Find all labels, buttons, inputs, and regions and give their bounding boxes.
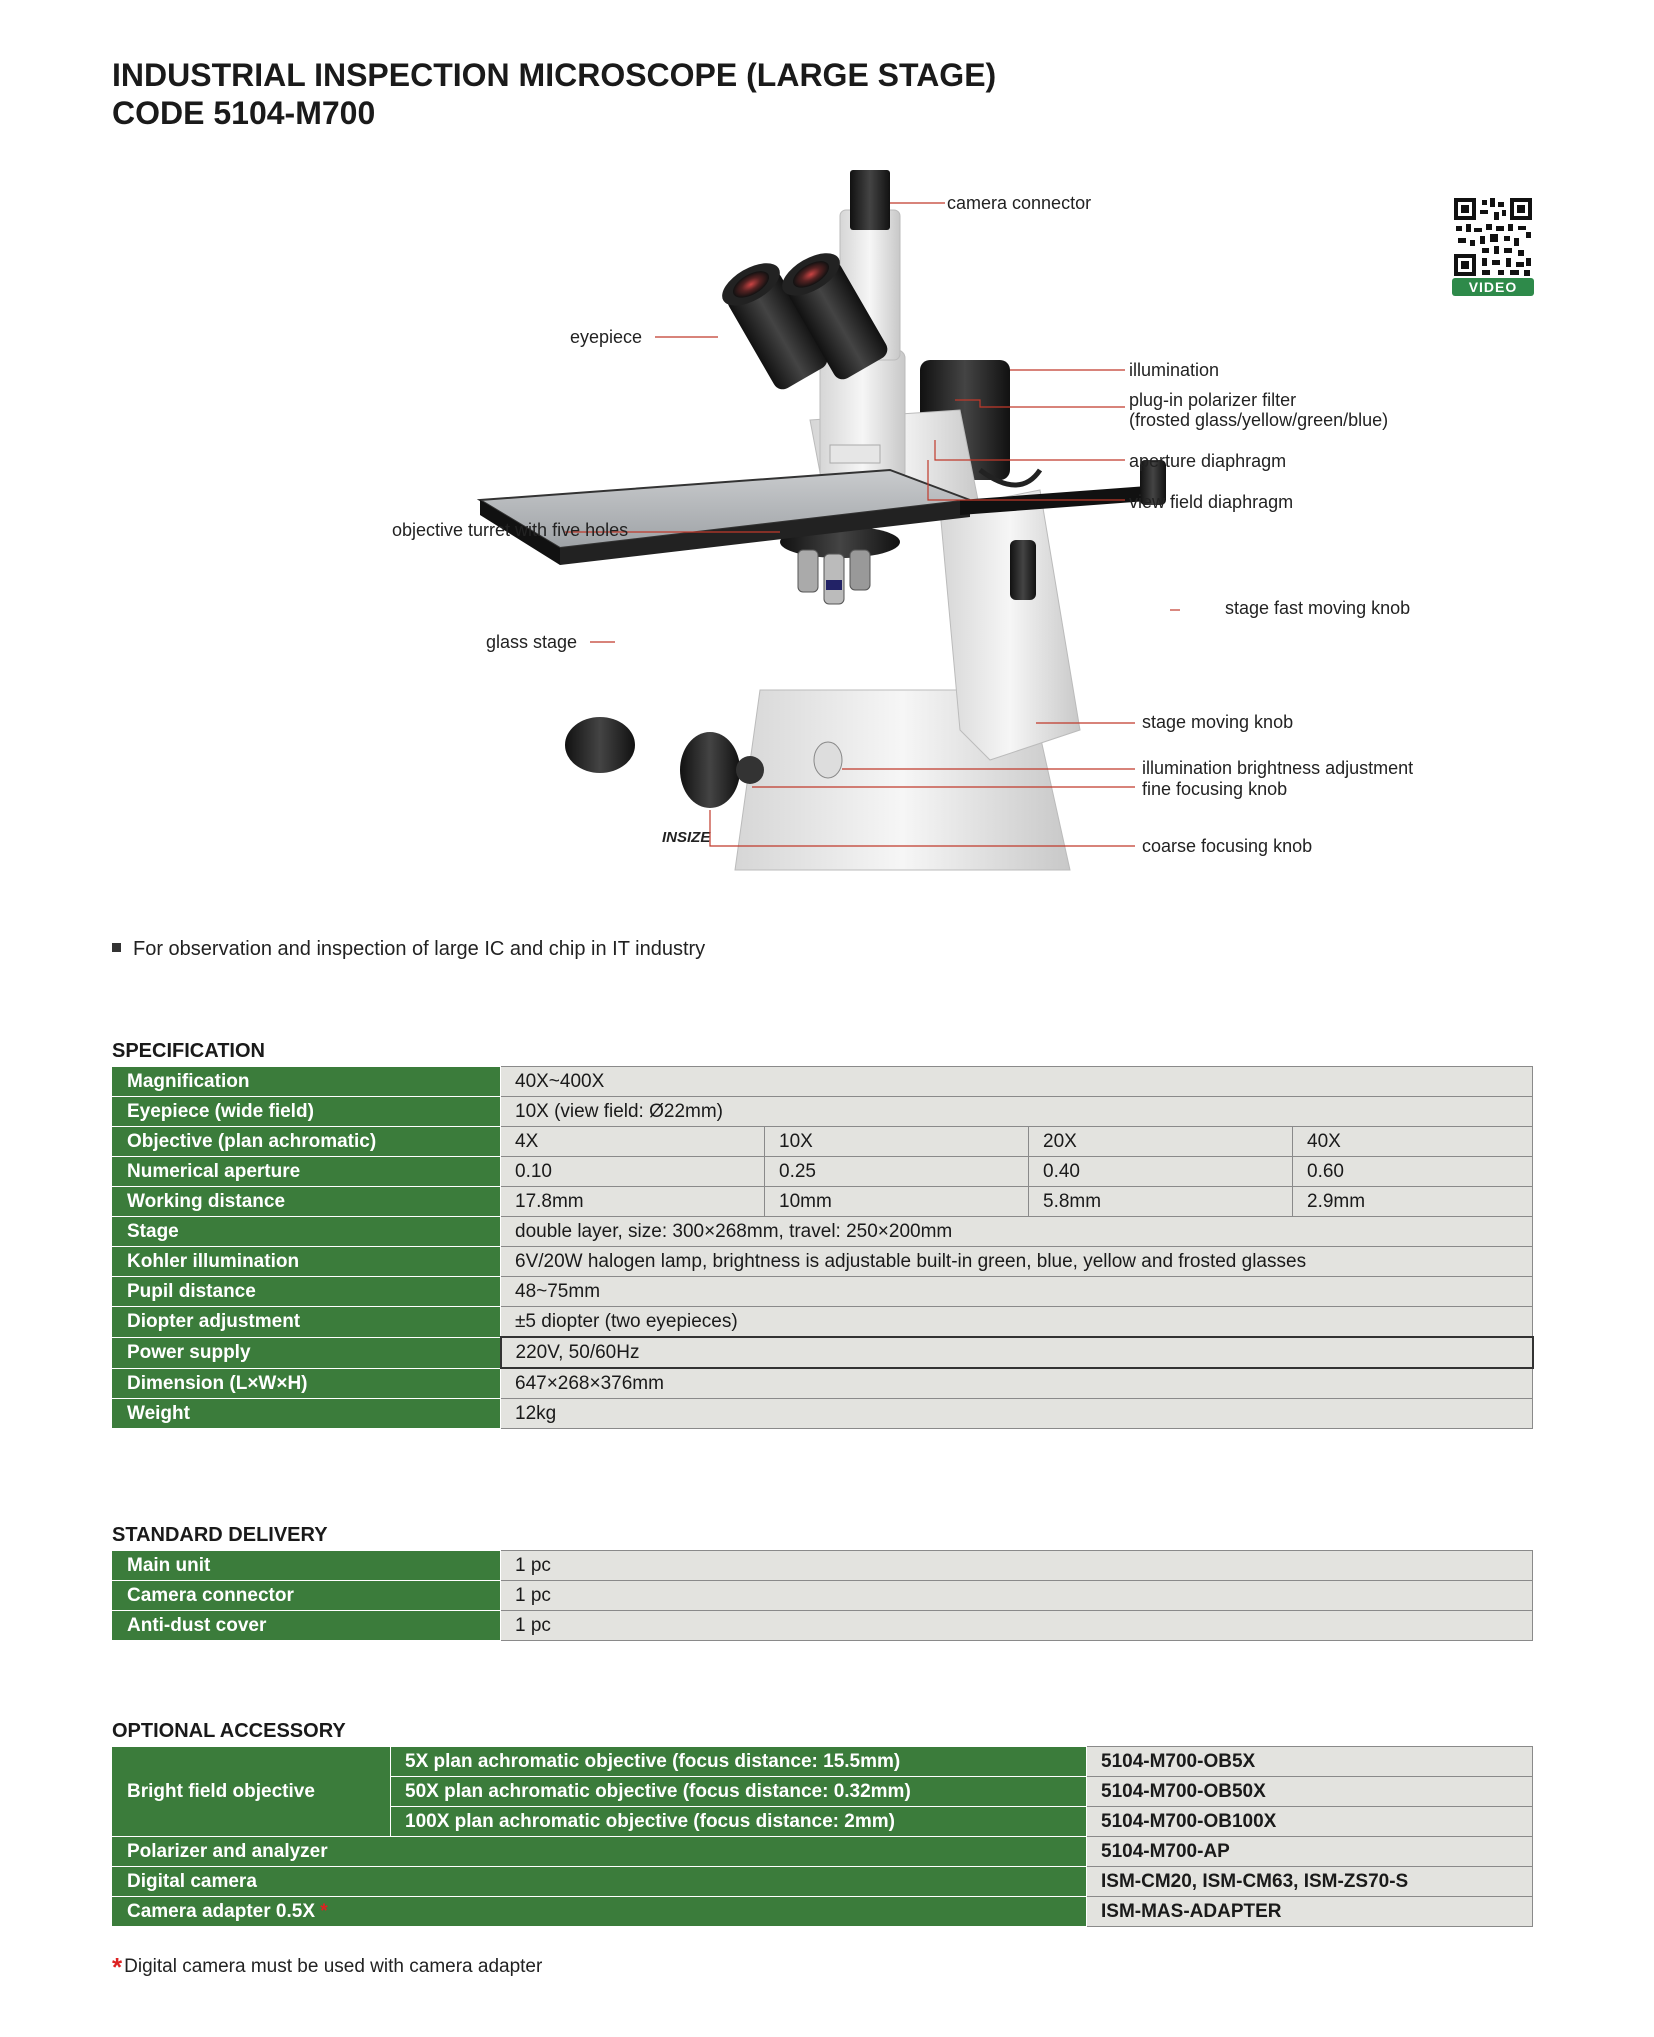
- accessory-label-cell: [113, 1897, 1087, 1927]
- callout-glass-stage: glass stage: [486, 632, 578, 652]
- spec-value: 12kg: [501, 1399, 1533, 1429]
- callout-polarizer-filter: plug-in polarizer filter: [1129, 390, 1297, 410]
- accessory-code: 5104-M700-OB5X: [1087, 1747, 1533, 1777]
- spec-value: 48~75mm: [501, 1277, 1533, 1307]
- qr-video-badge: VIDEO: [1452, 278, 1534, 296]
- table-row: [113, 1247, 1533, 1277]
- delivery-value: 1 pc: [501, 1611, 1533, 1641]
- table-row: [113, 1307, 1533, 1338]
- table-row: [113, 1067, 1533, 1097]
- standard-delivery-title: STANDARD DELIVERY: [112, 1524, 328, 1546]
- title-line-2: CODE 5104-M700: [112, 95, 376, 131]
- spec-cell: 0.60: [1293, 1157, 1533, 1187]
- delivery-label: Camera connector: [113, 1581, 501, 1611]
- callout-view-field-diaphragm: view field diaphragm: [1129, 492, 1294, 512]
- spec-label: Numerical aperture: [113, 1157, 501, 1187]
- callout-coarse-focusing-knob: coarse focusing knob: [1142, 836, 1313, 856]
- spec-cell: 17.8mm: [501, 1187, 765, 1217]
- optional-accessory-title: OPTIONAL ACCESSORY: [112, 1720, 346, 1742]
- accessory-code: 5104-M700-OB50X: [1087, 1777, 1533, 1807]
- table-row: [113, 1611, 1533, 1641]
- accessory-code: ISM-CM20, ISM-CM63, ISM-ZS70-S: [1087, 1867, 1533, 1897]
- spec-value: 40X~400X: [501, 1067, 1533, 1097]
- accessory-desc: 5X plan achromatic objective (focus distance: 15.5mm): [391, 1747, 1087, 1777]
- callout-camera-connector: camera connector: [947, 193, 1092, 213]
- spec-cell: 40X: [1293, 1127, 1533, 1157]
- table-row: [113, 1368, 1533, 1399]
- callout-polarizer-filter-sub: (frosted glass/yellow/green/blue): [1129, 410, 1389, 430]
- table-row: [113, 1097, 1533, 1127]
- table-row: [113, 1157, 1533, 1187]
- spec-value: 647×268×376mm: [501, 1368, 1533, 1399]
- accessory-label: Polarizer and analyzer: [113, 1837, 1087, 1867]
- callout-illumination: illumination: [1129, 360, 1220, 380]
- accessory-code: 5104-M700-OB100X: [1087, 1807, 1533, 1837]
- spec-value: 10X (view field: Ø22mm): [501, 1097, 1533, 1127]
- spec-cell: 0.25: [765, 1157, 1029, 1187]
- table-row: [113, 1187, 1533, 1217]
- spec-value: 220V, 50/60Hz: [501, 1337, 1533, 1368]
- delivery-value: 1 pc: [501, 1551, 1533, 1581]
- spec-label: Working distance: [113, 1187, 501, 1217]
- table-row: [113, 1337, 1533, 1368]
- spec-cell: 10mm: [765, 1187, 1029, 1217]
- spec-label: Pupil distance: [113, 1277, 501, 1307]
- callout-fine-focusing-knob: fine focusing knob: [1142, 779, 1288, 799]
- callout-brightness-adjustment: illumination brightness adjustment: [1142, 758, 1414, 778]
- accessory-label: Camera adapter 0.5X: [127, 1901, 315, 1922]
- table-row: [113, 1127, 1533, 1157]
- spec-label: Stage: [113, 1217, 501, 1247]
- spec-cell: 0.10: [501, 1157, 765, 1187]
- table-row: [113, 1897, 1533, 1927]
- spec-cell: 10X: [765, 1127, 1029, 1157]
- accessory-label: Digital camera: [113, 1867, 1087, 1897]
- spec-value: 6V/20W halogen lamp, brightness is adjustable built-in green, blue, yellow and frosted glasses: [501, 1247, 1533, 1277]
- table-row: [113, 1399, 1533, 1429]
- microscope-figure: [380, 170, 1480, 900]
- spec-label: Eyepiece (wide field): [113, 1097, 501, 1127]
- callout-stage-moving-knob: stage moving knob: [1142, 712, 1294, 732]
- spec-label: Weight: [113, 1399, 501, 1429]
- spec-label: Dimension (L×W×H): [113, 1368, 501, 1399]
- accessory-code: ISM-MAS-ADAPTER: [1087, 1897, 1533, 1927]
- spec-label: Power supply: [113, 1337, 501, 1368]
- callout-eyepiece: eyepiece: [570, 327, 643, 347]
- spec-cell: 5.8mm: [1029, 1187, 1293, 1217]
- specification-table: [112, 1066, 1534, 1429]
- asterisk-mark: *: [320, 1901, 328, 1922]
- table-row: [113, 1837, 1533, 1867]
- spec-cell: 20X: [1029, 1127, 1293, 1157]
- spec-cell: 0.40: [1029, 1157, 1293, 1187]
- spec-label: Diopter adjustment: [113, 1307, 501, 1338]
- bullet-square-icon: [112, 943, 121, 952]
- table-row: [113, 1217, 1533, 1247]
- delivery-value: 1 pc: [501, 1581, 1533, 1611]
- spec-cell: 4X: [501, 1127, 765, 1157]
- footnote-asterisk: *: [112, 1952, 123, 1982]
- accessory-code: 5104-M700-AP: [1087, 1837, 1533, 1867]
- table-row: [113, 1551, 1533, 1581]
- accessory-group-label: Bright field objective: [113, 1747, 391, 1837]
- brand-logo: INSIZE: [662, 829, 711, 846]
- title-line-1: INDUSTRIAL INSPECTION MICROSCOPE (LARGE STAGE): [112, 57, 997, 93]
- feature-bullet: [112, 938, 705, 961]
- spec-label: Kohler illumination: [113, 1247, 501, 1277]
- spec-label: Magnification: [113, 1067, 501, 1097]
- optional-accessory-table: [112, 1746, 1533, 1927]
- accessory-desc: 100X plan achromatic objective (focus distance: 2mm): [391, 1807, 1087, 1837]
- callout-stage-fast-knob: stage fast moving knob: [1225, 598, 1411, 618]
- spec-cell: 2.9mm: [1293, 1187, 1533, 1217]
- table-row: [113, 1277, 1533, 1307]
- specification-title: SPECIFICATION: [112, 1040, 265, 1062]
- spec-value: double layer, size: 300×268mm, travel: 250×200mm: [501, 1217, 1533, 1247]
- accessory-desc: 50X plan achromatic objective (focus distance: 0.32mm): [391, 1777, 1087, 1807]
- table-row: [113, 1581, 1533, 1611]
- spec-label: Objective (plan achromatic): [113, 1127, 501, 1157]
- delivery-label: Main unit: [113, 1551, 501, 1581]
- footnote-text: Digital camera must be used with camera adapter: [124, 1956, 543, 1977]
- spec-value: ±5 diopter (two eyepieces): [501, 1307, 1533, 1338]
- table-row: [113, 1867, 1533, 1897]
- footnote: [112, 1948, 543, 1982]
- feature-bullet-text: For observation and inspection of large IC and chip in IT industry: [133, 938, 706, 960]
- callout-aperture-diaphragm: aperture diaphragm: [1129, 451, 1287, 471]
- delivery-label: Anti-dust cover: [113, 1611, 501, 1641]
- callout-objective-turret: objective turret with five holes: [392, 520, 629, 540]
- page-title: [112, 56, 996, 132]
- standard-delivery-table: [112, 1550, 1533, 1641]
- table-row: [113, 1747, 1533, 1777]
